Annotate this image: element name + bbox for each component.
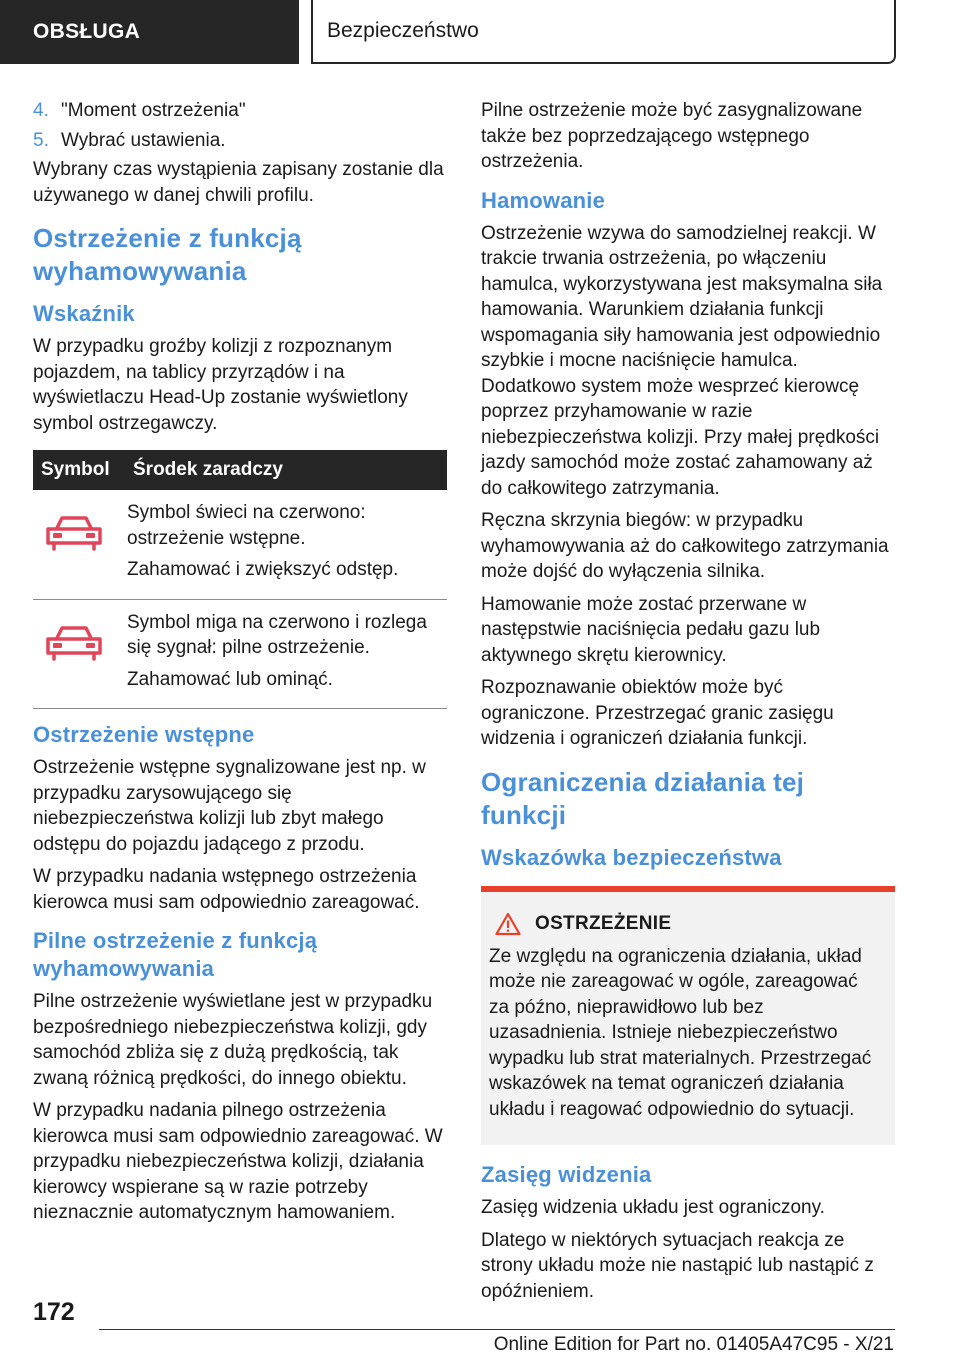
heading-limits: Ograniczenia działania tej funkcji <box>481 766 805 830</box>
list-text: Wybrać ustawienia. <box>61 129 226 151</box>
right-column <box>481 98 895 1311</box>
paragraph: Ręczna skrzynia biegów: w przypadku wyhamowywania aż do całkowitego zatrzymania może dojść do wyłączenia silnika. <box>481 510 889 582</box>
heading-safety-note: Wskazówka bezpieczeństwa <box>481 844 782 870</box>
paragraph: Pilne ostrzeżenie wyświetlane jest w przypadku bezpośredniego niebezpieczeństwa kolizji, gdy samochód zbliża się z dużą prędkością, tak zwaną różnicą prędkości, do innego obiektu. <box>33 991 433 1089</box>
paragraph: Dlatego w niektórych sytuacjach reakcja ze strony układu może nie nastąpić lub nastąpić z opóźnieniem. <box>481 1229 874 1302</box>
measure-cell <box>125 599 447 709</box>
symbol-cell <box>33 599 125 709</box>
table-header-measure: Środek zaradczy <box>125 450 447 490</box>
warning-text: Ze względu na ograniczenia działania, układ może nie zareagować w ogóle, zareagować za późno, nieprawidłowo lub bez uzasadnienia. Istnieje niebezpieczeństwo wypadku lub strat materialnych. Przestrzegać wskazówek na temat ograniczeń działania układu i reagować odpowiednio do sytuacji. <box>489 945 872 1120</box>
paragraph: Ostrzeżenie wzywa do samodzielnej reakcji. W trakcie trwania ostrzeżenia, po włączeniu hamulca, wykorzystywana jest maksymalna siła hamowania. Warunkiem działania funkcji wspomagania siły hamowania jest odpowiednio szybkie i mocne naciśnięcie hamulca. Dodatkowo system może wesprzeć kierowcę poprzez przyhamowanie w razie niebezpieczeństwa kolizji. Przy małej prędkości jazdy samochód może zostać zahamowany aż do całkowitego zatrzymania. <box>481 222 883 499</box>
symbol-cell <box>33 490 125 599</box>
heading-warning-braking: Ostrzeżenie z funkcją wyhamowywania <box>33 223 302 286</box>
measure-text: Zahamować lub ominąć. <box>127 668 333 690</box>
table-header-symbol: Symbol <box>33 450 125 490</box>
list-number: 5. <box>33 129 49 151</box>
measure-text: Symbol miga na czerwono i rozlega się sygnał: pilne ostrzeżenie. <box>127 611 427 658</box>
page-header <box>0 0 960 64</box>
paragraph: Wybrany czas wystąpienia zapisany zostanie dla używanego w danej chwili profilu. <box>33 159 444 206</box>
paragraph: Ostrzeżenie wstępne sygnalizowane jest np. w przypadku zarysowującego się niebezpieczeństwa kolizji lub zbyt małego odstępu do pojazdu jadącego z przodu. <box>33 757 426 855</box>
warning-triangle-icon <box>495 912 521 936</box>
page-number: 172 <box>33 1298 75 1326</box>
list-text: "Moment ostrzeżenia" <box>61 100 246 121</box>
footer-edition: Online Edition for Part no. 01405A47C95 - X/21 <box>493 1334 894 1355</box>
paragraph: Pilne ostrzeżenie może być zasygnalizowane także bez poprzedzającego wstępnego ostrzeżenia. <box>481 100 863 172</box>
paragraph: Rozpoznawanie obiektów może być ograniczone. Przestrzegać granic zasięgu widzenia i ograniczeń działania funkcji. <box>481 677 834 749</box>
list-item <box>33 98 447 124</box>
measure-text: Symbol świeci na czerwono: ostrzeżenie wstępne. <box>127 502 366 549</box>
list-number: 4. <box>33 100 49 121</box>
left-column <box>33 98 447 1233</box>
heading-range: Zasięg widzenia <box>481 1162 652 1187</box>
chapter-tab: OBSŁUGA <box>0 0 299 64</box>
warning-box <box>481 886 895 1146</box>
section-title: Bezpieczeństwo <box>311 0 896 64</box>
table-row <box>33 599 447 709</box>
paragraph: Hamowanie może zostać przerwane w następstwie naciśnięcia pedału gazu lub aktywnego skrętu kierownicy. <box>481 593 821 666</box>
warning-title: OSTRZEŻENIE <box>535 912 672 934</box>
paragraph: W przypadku nadania pilnego ostrzeżenia kierowca musi sam odpowiednio zareagować. W przypadku niebezpieczeństwa kolizji, działania kierowcy wspierane są w razie potrzeby nieznacznie automatycznym hamowaniem. <box>33 1100 443 1223</box>
car-warning-icon <box>43 622 105 662</box>
measure-cell <box>125 490 447 599</box>
paragraph: Zasięg widzenia układu jest ograniczony. <box>481 1197 825 1218</box>
warning-header <box>487 912 881 936</box>
list-item <box>33 128 447 154</box>
heading-braking: Hamowanie <box>481 187 606 213</box>
heading-pre-warning: Ostrzeżenie wstępne <box>33 722 255 747</box>
paragraph: W przypadku groźby kolizji z rozpoznanym pojazdem, na tablicy przyrządów i na wyświetlaczu Head-Up zostanie wyświetlony symbol ostrzegawczy. <box>33 336 408 434</box>
car-warning-icon <box>43 512 105 552</box>
heading-indicator: Wskaźnik <box>33 301 135 326</box>
footer-divider <box>99 1329 895 1330</box>
table-row <box>33 490 447 599</box>
heading-urgent-warning: Pilne ostrzeżenie z funkcją wyhamowywania <box>33 928 318 981</box>
measure-text: Zahamować i zwiększyć odstęp. <box>127 559 399 580</box>
paragraph: W przypadku nadania wstępnego ostrzeżenia kierowca musi sam odpowiednio zareagować. <box>33 866 420 913</box>
symbol-table <box>33 450 447 709</box>
